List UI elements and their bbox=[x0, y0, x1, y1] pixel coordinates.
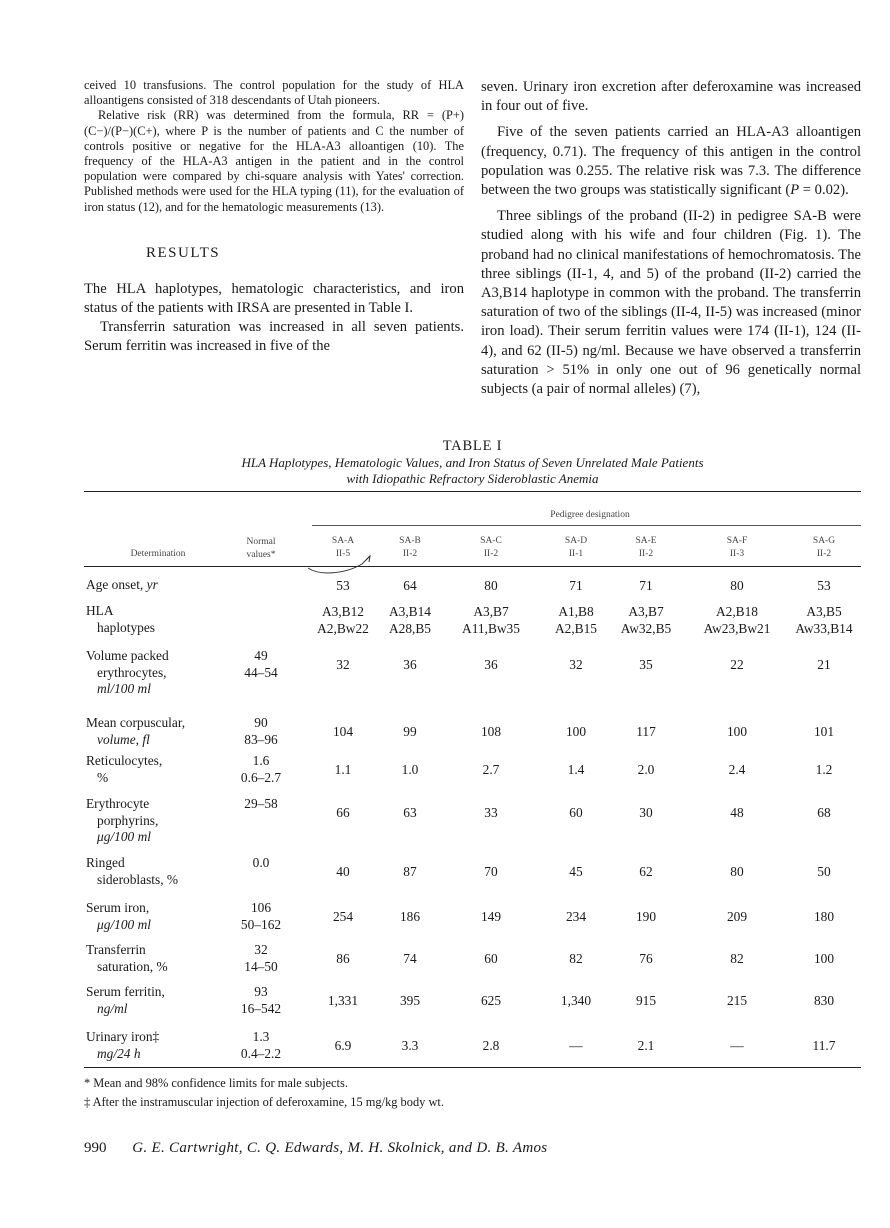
row-label bbox=[86, 900, 151, 933]
row-label-line bbox=[86, 900, 151, 917]
table-cell: 63 bbox=[403, 805, 417, 820]
row-label-line bbox=[86, 813, 158, 830]
normal-mean: 1.3 bbox=[252, 1029, 270, 1044]
table-cell: 209 bbox=[726, 909, 748, 924]
row-label-unit: ml/100 ml bbox=[97, 681, 151, 696]
table-cell: 35 bbox=[639, 657, 653, 672]
handwritten-annotation-mark bbox=[300, 550, 375, 580]
table-cell: 70 bbox=[484, 864, 498, 879]
paragraph: Relative risk (RR) was determined from the formula, RR = (P+)(C−)/(P−)(C+), where P is the number of patients and C the number of controls positive or negative for the HLA-A3 alloantigen (10). The frequency of the HLA-A3 antigen in the patient and in the control population were compared by chi-square analysis with Yates' correction. Published methods were used for the HLA typing (11), for the evaluation of iron status (12), and for the hematologic measurements (13). bbox=[84, 108, 464, 214]
row-label-text: Serum iron, bbox=[86, 900, 150, 915]
row-label bbox=[86, 1029, 159, 1062]
patient-header: SA-E II-2 bbox=[635, 536, 657, 559]
row-label-line bbox=[86, 1046, 159, 1063]
table-cell: 1.4 bbox=[567, 762, 585, 777]
row-label bbox=[86, 577, 158, 594]
right-text-column bbox=[481, 78, 861, 399]
normal-value-cell bbox=[222, 753, 300, 786]
table-cell: 80 bbox=[484, 578, 498, 593]
table-footnote: ‡ After the instramuscular injection of deferoxamine, 15 mg/kg body wt. bbox=[84, 1095, 444, 1109]
row-label-line bbox=[86, 984, 165, 1001]
normal-range: 16–542 bbox=[240, 1000, 282, 1016]
normal-mean: 32 bbox=[254, 942, 268, 957]
row-label-line bbox=[86, 959, 168, 976]
row-label-line bbox=[86, 770, 162, 787]
table-cell: 21 bbox=[817, 657, 831, 672]
normal-value-cell bbox=[222, 942, 300, 975]
table-cell: A3,B7 bbox=[473, 604, 509, 619]
table-cell: 101 bbox=[813, 724, 835, 739]
row-label-unit: yr bbox=[146, 577, 158, 592]
table-label: TABLE I bbox=[442, 438, 503, 454]
table-cell: 2.0 bbox=[637, 762, 655, 777]
table-cell: 82 bbox=[569, 951, 583, 966]
normal-value-cell bbox=[222, 984, 300, 1017]
row-label bbox=[86, 796, 158, 846]
row-label bbox=[86, 603, 155, 636]
patient-header: SA-B II-2 bbox=[399, 536, 421, 559]
table-cell: 71 bbox=[569, 578, 583, 593]
pedigree-designation-header: Pedigree designation bbox=[550, 510, 630, 520]
table-cell: 117 bbox=[636, 724, 656, 739]
table-cell: 99 bbox=[403, 724, 417, 739]
row-label-text: Urinary iron‡ bbox=[86, 1029, 160, 1044]
table-cell: 62 bbox=[639, 864, 653, 879]
row-label-text: Mean corpuscular, bbox=[86, 715, 186, 730]
normal-range: 14–50 bbox=[244, 958, 278, 974]
table-title: with Idiopathic Refractory Sideroblastic Anemia bbox=[346, 470, 599, 486]
normal-value-cell bbox=[222, 1029, 300, 1062]
patient-header: SA-F II-3 bbox=[726, 536, 748, 559]
row-label-text: Ringed bbox=[86, 855, 125, 870]
page-footer bbox=[84, 1140, 547, 1157]
row-label-line bbox=[86, 665, 169, 682]
row-label-text: porphyrins, bbox=[97, 812, 159, 828]
normal-mean: 1.6 bbox=[252, 753, 270, 768]
row-label-line bbox=[86, 603, 155, 620]
left-text-column bbox=[84, 78, 464, 357]
row-label-line bbox=[86, 796, 158, 813]
table-cell: 830 bbox=[813, 993, 835, 1008]
normal-mean: 0.0 bbox=[252, 855, 270, 870]
table-cell: 100 bbox=[813, 951, 835, 966]
table-cell: 36 bbox=[484, 657, 498, 672]
table-cell: A2,B18 bbox=[715, 604, 759, 619]
table-cell: 40 bbox=[336, 864, 350, 879]
table-cell: 80 bbox=[730, 578, 744, 593]
row-label-line bbox=[86, 829, 158, 846]
table-cell: 180 bbox=[813, 909, 835, 924]
patient-header: SA-D II-1 bbox=[564, 536, 588, 559]
table-cell: 48 bbox=[730, 805, 744, 820]
running-authors: G. E. Cartwright, C. Q. Edwards, M. H. Skolnick, and D. B. Amos bbox=[132, 1140, 548, 1156]
row-label-line bbox=[86, 620, 155, 637]
patient-header: SA-G II-2 bbox=[812, 536, 836, 559]
table-cell: 53 bbox=[817, 578, 831, 593]
row-label-line bbox=[86, 753, 162, 770]
table-cell: 254 bbox=[332, 909, 354, 924]
table-cell: A28,B5 bbox=[388, 621, 432, 636]
paragraph: Transferrin saturation was increased in all seven patients. Serum ferritin was increased in five of the bbox=[84, 319, 464, 355]
row-label-text: saturation, % bbox=[97, 958, 168, 974]
table-cell: 53 bbox=[336, 578, 350, 593]
normal-values-header: Normal values* bbox=[246, 537, 276, 560]
row-label-line bbox=[86, 715, 185, 732]
row-label-text: Age onset, bbox=[86, 577, 147, 592]
table-cell: 86 bbox=[336, 951, 350, 966]
row-label-unit: μg/100 ml bbox=[97, 916, 151, 932]
row-label-unit: μg/100 ml bbox=[97, 829, 151, 844]
row-label-text: Volume packed bbox=[86, 648, 169, 663]
table-cell: 2.4 bbox=[728, 762, 746, 777]
table-caption bbox=[84, 437, 861, 486]
normal-value-cell bbox=[222, 900, 300, 933]
table-cell: 2.1 bbox=[637, 1038, 655, 1053]
table-title: HLA Haplotypes, Hematologic Values, and Iron Status of Seven Unrelated Male Patients bbox=[241, 455, 704, 470]
paragraph: seven. Urinary iron excretion after deferoxamine was increased in four out of five. bbox=[481, 79, 861, 115]
row-label-line bbox=[86, 917, 151, 934]
row-label-line bbox=[86, 648, 169, 665]
table-cell: 32 bbox=[336, 657, 350, 672]
table-cell: 71 bbox=[639, 578, 653, 593]
table-cell: 1,340 bbox=[560, 993, 592, 1008]
normal-mean: 90 bbox=[254, 715, 268, 730]
row-label-line bbox=[86, 1001, 165, 1018]
table-cell: A3,B14 bbox=[388, 604, 432, 619]
paragraph: Three siblings of the proband (II-2) in pedigree SA-B were studied along with his wife and four children (Fig. 1). The proband had no clinical manifestations of hemochromatosis. The three siblings (II-1, 4, and 5) of the proband (II-2) carried the A3,B14 haplotype in common with the proband. The transferrin saturation of two of the siblings (II-4, II-5) was increased (minor iron load). Their serum ferritin values were 174 (II-1), 124 (II-4), and 62 (II-5) ng/ml. Because we have observed a transferrin saturation > 51% in only one out of 96 genetically normal subjects (a pair of normal alleles) (7), bbox=[481, 208, 861, 398]
section-heading-results: RESULTS bbox=[146, 244, 221, 261]
row-label-line bbox=[86, 681, 169, 698]
normal-value-cell bbox=[222, 855, 300, 872]
table-cell: 30 bbox=[639, 805, 653, 820]
paragraph: Five of the seven patients carried an HLA-A3 alloantigen (frequency, 0.71). The frequency of this antigen in the control population was 0.255. The relative risk was 7.3. The difference between the two groups was statistically significant (P = 0.02). bbox=[481, 124, 861, 199]
table-cell: 3.3 bbox=[401, 1038, 419, 1053]
table-cell: 2.7 bbox=[482, 762, 500, 777]
row-label-unit: ng/ml bbox=[97, 1000, 128, 1016]
table-bottom-rule bbox=[84, 1067, 861, 1068]
table-cell: 215 bbox=[726, 993, 748, 1008]
patient-header: SA-C II-2 bbox=[480, 536, 502, 559]
row-label-unit: volume, fl bbox=[97, 731, 150, 747]
table-cell: 149 bbox=[480, 909, 502, 924]
table-cell: 395 bbox=[399, 993, 421, 1008]
table-cell: A2,B15 bbox=[554, 621, 598, 636]
table-cell: 1.0 bbox=[401, 762, 419, 777]
table-cell: 186 bbox=[399, 909, 421, 924]
normal-range: 83–96 bbox=[244, 731, 278, 747]
patient-header: SA-A II-5 bbox=[331, 536, 355, 559]
table-cell: 625 bbox=[480, 993, 502, 1008]
table-cell: 1.2 bbox=[815, 762, 833, 777]
table-cell: Aw32,B5 bbox=[620, 621, 672, 636]
table-header-rule bbox=[84, 566, 861, 567]
table-cell: 74 bbox=[403, 951, 417, 966]
normal-mean: 106 bbox=[250, 900, 272, 915]
pedigree-header-rule bbox=[312, 525, 861, 526]
normal-mean: 93 bbox=[254, 984, 268, 999]
table-cell: 190 bbox=[635, 909, 657, 924]
table-cell: 1.1 bbox=[334, 762, 352, 777]
table-cell: 36 bbox=[403, 657, 417, 672]
table-cell: 108 bbox=[480, 724, 502, 739]
row-label-line bbox=[86, 577, 158, 594]
page-number: 990 bbox=[84, 1140, 107, 1156]
row-label-text: Erythrocyte bbox=[86, 796, 150, 811]
row-label-text: Transferrin bbox=[86, 942, 146, 957]
table-cell: 234 bbox=[565, 909, 587, 924]
table-cell: 2.8 bbox=[482, 1038, 500, 1053]
table-cell: A2,Bw22 bbox=[317, 621, 369, 636]
normal-range: 0.6–2.7 bbox=[240, 769, 282, 785]
row-label-line bbox=[86, 1029, 159, 1046]
table-cell: Aw33,B14 bbox=[795, 621, 853, 636]
row-label-line bbox=[86, 872, 178, 889]
table-cell: 32 bbox=[569, 657, 583, 672]
table-cell: 33 bbox=[484, 805, 498, 820]
table-cell: 22 bbox=[730, 657, 744, 672]
table-cell: 6.9 bbox=[334, 1038, 352, 1053]
table-cell: A1,B8 bbox=[558, 604, 594, 619]
table-cell: 50 bbox=[817, 864, 831, 879]
table-cell: 1,331 bbox=[327, 993, 359, 1008]
table-cell: 82 bbox=[730, 951, 744, 966]
row-label-unit: mg/24 h bbox=[97, 1045, 141, 1061]
row-label bbox=[86, 984, 165, 1017]
table-cell: 104 bbox=[332, 724, 354, 739]
table-top-rule bbox=[84, 491, 861, 492]
normal-mean: 49 bbox=[254, 648, 268, 663]
table-cell: 915 bbox=[635, 993, 657, 1008]
table-cell: 11.7 bbox=[812, 1038, 836, 1053]
table-cell: A3,B12 bbox=[321, 604, 365, 619]
table-cell: 66 bbox=[336, 805, 350, 820]
normal-range: 0.4–2.2 bbox=[240, 1045, 282, 1061]
normal-value-cell bbox=[222, 796, 300, 813]
normal-range: 50–162 bbox=[240, 916, 282, 932]
paragraph: The HLA haplotypes, hematologic characteristics, and iron status of the patients with IRSA are presented in Table I. bbox=[84, 280, 464, 317]
table-cell: — bbox=[569, 1038, 583, 1053]
row-label-text: erythrocytes, bbox=[97, 664, 167, 680]
table-cell: 64 bbox=[403, 578, 417, 593]
normal-value-cell bbox=[222, 648, 300, 681]
table-cell: 100 bbox=[565, 724, 587, 739]
table-cell: Aw23,Bw21 bbox=[703, 621, 771, 636]
row-label-line bbox=[86, 732, 185, 749]
row-label bbox=[86, 753, 162, 786]
determination-header: Determination bbox=[130, 549, 186, 559]
row-label-text: % bbox=[97, 769, 109, 785]
row-label-text: Reticulocytes, bbox=[86, 753, 163, 768]
table-cell: 60 bbox=[484, 951, 498, 966]
row-label-text: Serum ferritin, bbox=[86, 984, 165, 999]
table-footnote: * Mean and 98% confidence limits for male subjects. bbox=[84, 1076, 348, 1090]
paragraph: ceived 10 transfusions. The control population for the study of HLA alloantigens consisted of 318 descendants of Utah pioneers. bbox=[84, 78, 464, 108]
table-cell: 60 bbox=[569, 805, 583, 820]
table-cell: 100 bbox=[726, 724, 748, 739]
table-cell: 80 bbox=[730, 864, 744, 879]
table-cell: 45 bbox=[569, 864, 583, 879]
row-label bbox=[86, 855, 178, 888]
normal-mean: 29–58 bbox=[244, 796, 278, 811]
row-label bbox=[86, 942, 168, 975]
row-label bbox=[86, 648, 169, 698]
table-cell: A3,B7 bbox=[628, 604, 664, 619]
row-label-text: HLA bbox=[86, 603, 114, 618]
row-label-text: haplotypes bbox=[97, 619, 156, 635]
row-label-line bbox=[86, 855, 178, 872]
table-cell: 76 bbox=[639, 951, 653, 966]
table-cell: A3,B5 bbox=[806, 604, 842, 619]
table-cell: 87 bbox=[403, 864, 417, 879]
row-label-text: sideroblasts, % bbox=[97, 871, 179, 887]
row-label-line bbox=[86, 942, 168, 959]
normal-range: 44–54 bbox=[244, 664, 278, 680]
normal-value-cell bbox=[222, 715, 300, 748]
table-cell: A11,Bw35 bbox=[462, 621, 520, 636]
row-label bbox=[86, 715, 185, 748]
table-cell: — bbox=[730, 1038, 744, 1053]
table-cell: 68 bbox=[817, 805, 831, 820]
